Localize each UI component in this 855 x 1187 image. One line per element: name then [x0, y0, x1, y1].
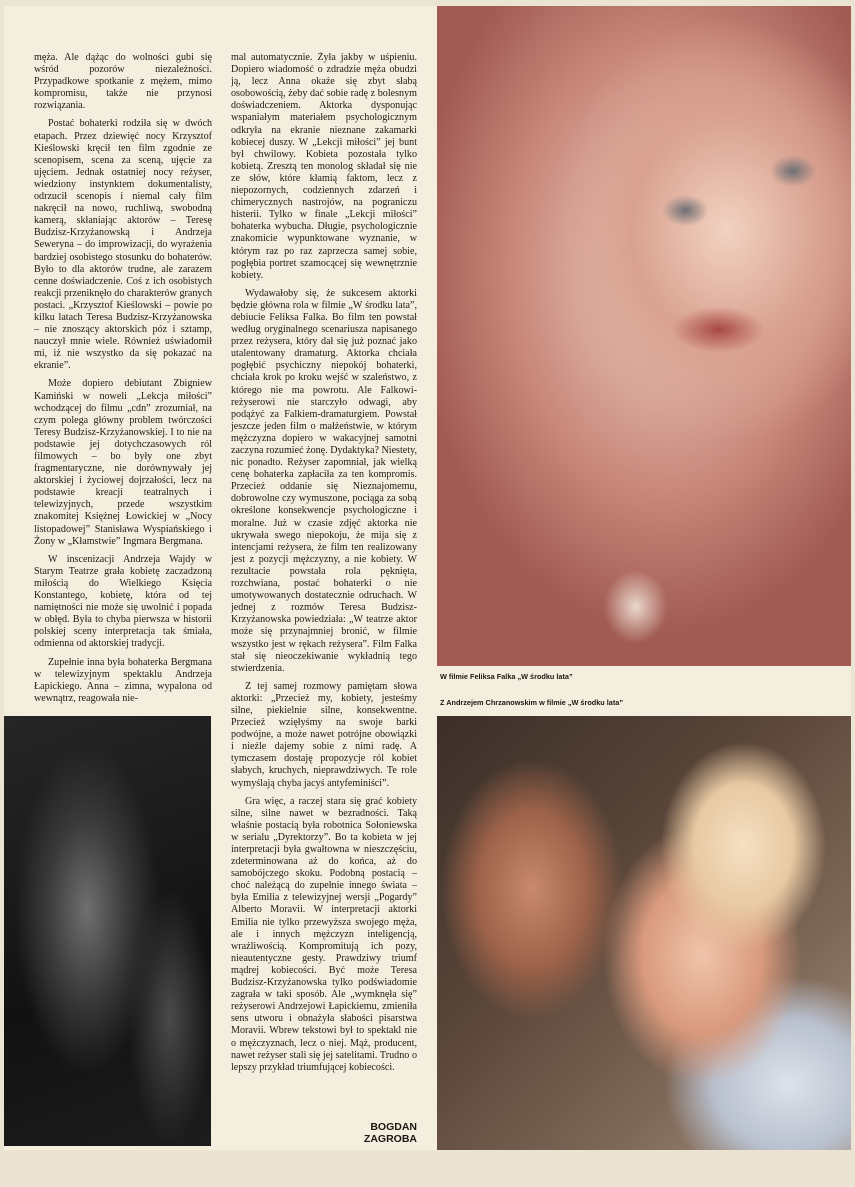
- paragraph: Może dopiero debiutant Zbigniew Kamiński w noweli „Lekcja miłości” wchodzącej do filmu „cdn” zrozumiał, na czym polega główny problem twórczości Teresy Budzisz-Krzyżanowskiej. I to nie na podstawie jej dotychczasowych ról filmowych – bo były one zbyt fragmentaryczne, nie dorównywały jej aktorskiej i życiowej dojrzałości, lecz na podstawie kreacji teatralnych i telewizyjnych, przede wszystkim znakomitej Księżnej Łowickiej w „Nocy listopadowej” Stanisława Wyspiańskiego i Żony w „Kłamstwie” Ingmara Bergmana.: [34, 378, 212, 547]
- paragraph: Gra więc, a raczej stara się grać kobiety silne, silne nawet w bezradności. Taką właśnie postacią była robotnica Sołoniewska w serialu „Dyrektorzy”. Bo ta kobieta w jej interpretacji była gwałtowna w nieszczęściu, zdeterminowana aż do końca, aż do samobójczego skoku. Podobną postacią – choć należącą do zupełnie innego świata – była Emilia z telewizyjnej wersji „Pogardy” Alberto Moravii. W interpretacji aktorki Emilia nie tylko przewyższa swojego męża, ale i innych mężczyzn inteligencją, wrażliwością. Kompromitują ich pozy, nieautentyczne gesty. Prawdziwy triumf mądrej kobiecości. Być może Teresa Budzisz-Krzyżanowska tylko podświadomie zagrała w taki sposób. Ale „wymknęła się” reżyserowi Andrzejowi Łapickiemu, zmieniła sens utworu i obnażyła słabości pisarstwa Moravii. Wbrew tekstowi był to spektakl nie o mężczyznach, lecz o niej. Mąż, producent, nawet reżyser stali się jej satelitami. Trudno o lepszy przykład triumfującej kobiecości.: [231, 795, 417, 1073]
- top-photo-caption: W filmie Feliksa Falka „W środku lata”: [440, 672, 573, 681]
- paragraph: męża. Ale dążąc do wolności gubi się wśród pozorów niezależności. Przypadkowe spotkanie z mężem, mimo kompromisu, także nie przynosi rozwiązania.: [34, 52, 212, 112]
- dark-film-still-photo: [4, 716, 211, 1146]
- paragraph: Wydawałoby się, że sukcesem aktorki będzie główna rola w filmie „W środku lata”, debiucie Feliksa Falka. Bo film ten powstał według oryginalnego scenariusza napisanego przez reżysera, który dał się już poznać jako utalentowany dramaturg. Aktorka chciała pogłębić psychiczny niepokój bohaterki, chciała krok po kroku wejść w szaleństwo, z którego nie ma powrotu. Ale Falkowi-reżyserowi nie starczyło odwagi, aby podążyć za Falkiem-dramaturgiem. Powstał jeszcze jeden film o małżeństwie, w którym mężczyzna dopiero w wakacyjnej samotni zaczyna rozumieć żonę. Dydaktyka? Niestety, nic ponadto. Reżyser zapomniał, jak wielką cenę bohaterka zapłaciła za ten kompromis. Przecież oddanie się Nieznajomemu, dobrowolne czy wymuszone, pociąga za sobą określone konsekwencje psychologiczne i moralne. Już w czasie zdjęć aktorka nie ukrywała swego niepokoju, że mija się z intencjami reżysera, że film ten realizowany jest z pozycji mężczyzny, a nie kobiety. W rezultacie powstała rola pęknięta, rozchwiana, postać bohaterki o nie umotywowanych dostatecznie odruchach. W jednej z rozmów Teresa Budzisz-Krzyżanowska powiedziała: „W teatrze aktor może się przynajmniej bronić, w filmie wszystko jest w rękach reżysera”. Film Falka stał się nieoczekiwanie wykładnią tego stwierdzenia.: [231, 287, 417, 674]
- article-column-1: [34, 52, 212, 707]
- author-signature: [351, 1122, 417, 1145]
- bottom-photo-caption: Z Andrzejem Chrzanowskim w filmie „W środku lata”: [440, 698, 623, 707]
- paragraph: mal automatycznie. Żyła jakby w uśpieniu. Dopiero wiadomość o zdradzie męża obudzi ją, lecz Anna okaże się zbyt słabą osobowością, żeby dać sobie radę z bolesnym doświadczeniem. Aktorka dysponując wspaniałym materiałem psychologicznym odkryła na ekranie nieznane zakamarki kobiecej duszy. W „Lekcji miłości” jej bunt był chwilowy. Kobieta pozostała tylko kobietą. Zresztą ten monolog składał się nie ze słów, które kłamią faktom, lecz z niepozornych, codziennych zdarzeń i chimerycznych nastrojów, na pograniczu histerii. Tylko w finale „Lekcji miłości” bohaterka wybucha. Długie, psychologicznie znakomicie wypunktowane wyznanie, w którym raz po raz zaprzecza samej sobie, pogłębia portret szamocącej się wewnętrznie kobiety.: [231, 52, 417, 281]
- author-first-name: BOGDAN: [370, 1121, 417, 1133]
- paragraph: Z tej samej rozmowy pamiętam słowa aktorki: „Przecież my, kobiety, jesteśmy silne, piekielnie silne, konsekwentne. Przecież wzięłyśmy na swoje barki podwójne, a może nawet potrójne obowiązki i nieźle dajemy sobie z nimi radę. A tymczasem dostaję propozycje ról kobiet słabych, kruchych, nieprawdziwych. Te role wymyślają chyba jacyś antyfeminiści”.: [231, 680, 417, 789]
- page-bottom-margin: [0, 1150, 855, 1187]
- paragraph: Zupełnie inna była bohaterka Bergmana w telewizyjnym spektaklu Andrzeja Łapickiego. Anna – zimna, wypalona od wewnątrz, reagowała nie-: [34, 656, 212, 704]
- actress-portrait-photo: [437, 6, 851, 666]
- film-scene-photo: [437, 716, 851, 1150]
- paragraph: W inscenizacji Andrzeja Wajdy w Starym Teatrze grała kobietę zaczadzoną miłością do Wielkiego Księcia Konstantego, kobietę, która od tej namiętności nie może się uwolnić i popada w obłęd. Była to chyba pierwsza w historii polskiej sceny interpretacja tak śmiała, odmienna od aktorskiej tradycji.: [34, 553, 212, 650]
- paragraph: Postać bohaterki rodziła się w dwóch etapach. Przez dziewięć nocy Krzysztof Kieślowski kręcił ten film zgodnie ze scenopisem, scena za sceną, ujęcie za ujęciem. Jednak ostatniej nocy reżyser, wiedziony instynktem dokumentalisty, odrzucił scenopis i niemal cały film nakręcił na nowo, ruchliwą, swobodną kamerą, skłaniając aktorów – Teresę Budzisz-Krzyżanowską i Andrzeja Seweryna – do improwizacji, do wyrażenia bardziej osobistego stosunku do bohaterów. Było to dla aktorów trudne, ale zarazem cenne doświadczenie. Coś z ich osobistych reakcji przeniknęło do charakterów granych postaci. „Krzysztof Kieślowski – powie po kilku latach Teresa Budzisz-Krzyżanowska – nie znoszący aktorskich póz i sztamp, nauczył mnie wiele. Również uświadomił mi, iż nie wszystko da się pokazać na ekranie”.: [34, 118, 212, 372]
- article-column-2: [231, 52, 417, 1104]
- author-last-name: ZAGROBA: [363, 1132, 417, 1145]
